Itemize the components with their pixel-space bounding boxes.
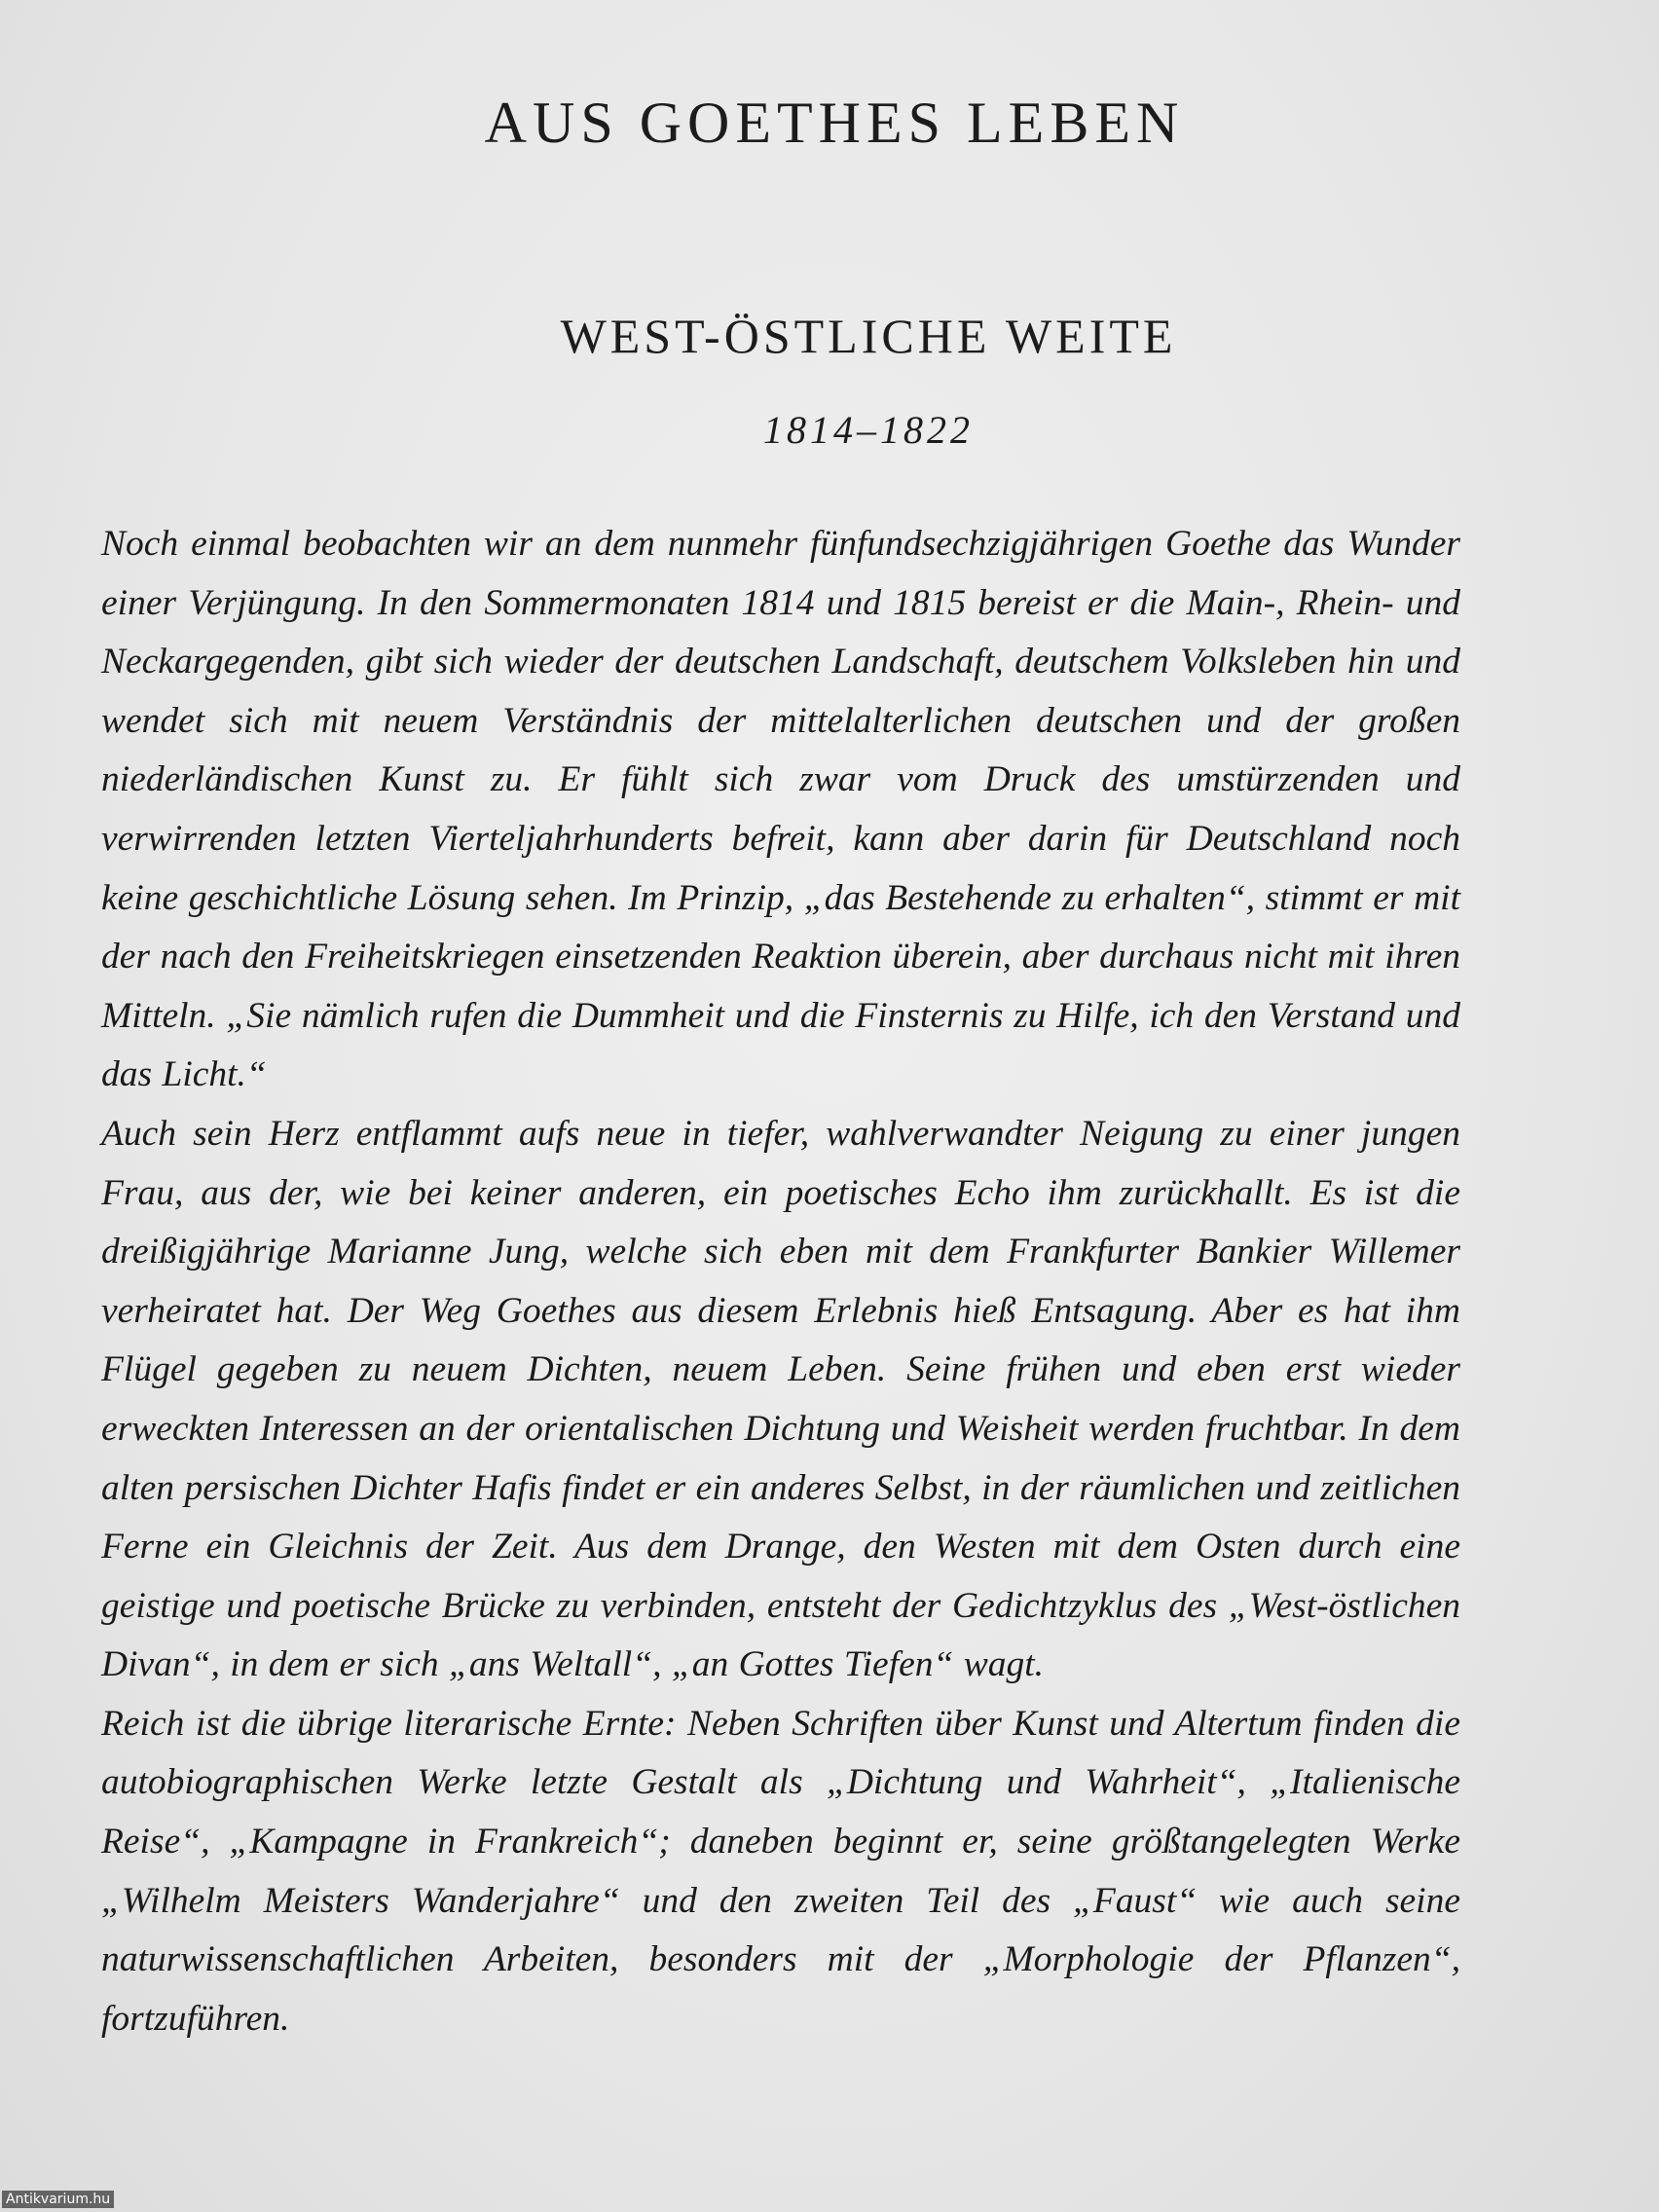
body-text xyxy=(101,515,1460,2048)
running-head: AUS GOETHES LEBEN xyxy=(484,91,1185,155)
paragraph-literarische-ernte: Reich ist die übrige literarische Ernte: Neben Schriften über Kunst und Altertum finden die autobiographischen Werke letzte Gestalt als „Dichtung und Wahrheit“, „Italienische Reise“, „Kampagne in Frankreich“; daneben beginnt er, seine größtangelegten Werke „Wilhelm Meisters Wanderjahre“ und den zweiten Teil des „Faust“ wie auch seine naturwissenschaftlichen Arbeiten, besonders mit der „Morphologie der Pflanzen“, fortzuführen. xyxy=(101,1703,1460,2039)
paragraph-verjuengung: Noch einmal beobachten wir an dem nunmehr fünfundsechzigjährigen Goethe das Wunder einer Verjüngung. In den Sommermonaten 1814 und 1815 bereist er die Main-, Rhein- und Neckargegenden, gibt sich wieder der deutschen Landschaft, deutschem Volksleben hin und wendet sich mit neuem Verständnis der mittelalterlichen deutschen und der großen niederländischen Kunst zu. Er fühlt sich zwar vom Druck des umstürzenden und verwirrenden letzten Vierteljahrhunderts befreit, kann aber darin für Deutschland noch keine geschichtliche Lösung sehen. Im Prinzip, „das Bestehende zu erhalten“, stimmt er mit der nach den Freiheitskriegen einsetzenden Reaktion überein, aber durchaus nicht mit ihren Mitteln. „Sie nämlich rufen die Dummheit und die Finsternis zu Hilfe, ich den Verstand und das Licht.“ xyxy=(101,524,1460,1095)
paragraph-marianne-jung: Auch sein Herz entflammt aufs neue in tiefer, wahlverwandter Neigung zu einer jungen Frau, aus der, wie bei keiner anderen, ein poetisches Echo ihm zurückhallt. Es ist die dreißigjährige Marianne Jung, welche sich eben mit dem Frankfurter Bankier Willemer verheiratet hat. Der Weg Goethes aus diesem Erlebnis hieß Entsagung. Aber es hat ihm Flügel gegeben zu neuem Dichten, neuem Leben. Seine frühen und eben erst wieder erweckten Interessen an der orientalischen Dichtung und Weisheit werden fruchtbar. In dem alten persischen Dichter Hafis findet er ein anderes Selbst, in der räumlichen und zeitlichen Ferne ein Gleichnis der Zeit. Aus dem Drange, den Westen mit dem Osten durch eine geistige und poetische Brücke zu verbinden, entsteht der Gedichtzyklus des „West-östlichen Divan“, in dem er sich „ans Weltall“, „an Gottes Tiefen“ wagt. xyxy=(101,1113,1460,1685)
section-years: 1814–1822 xyxy=(763,408,974,452)
section-title: WEST-ÖSTLICHE WEITE xyxy=(560,309,1177,363)
watermark: Antikvarium.hu xyxy=(2,2191,114,2208)
